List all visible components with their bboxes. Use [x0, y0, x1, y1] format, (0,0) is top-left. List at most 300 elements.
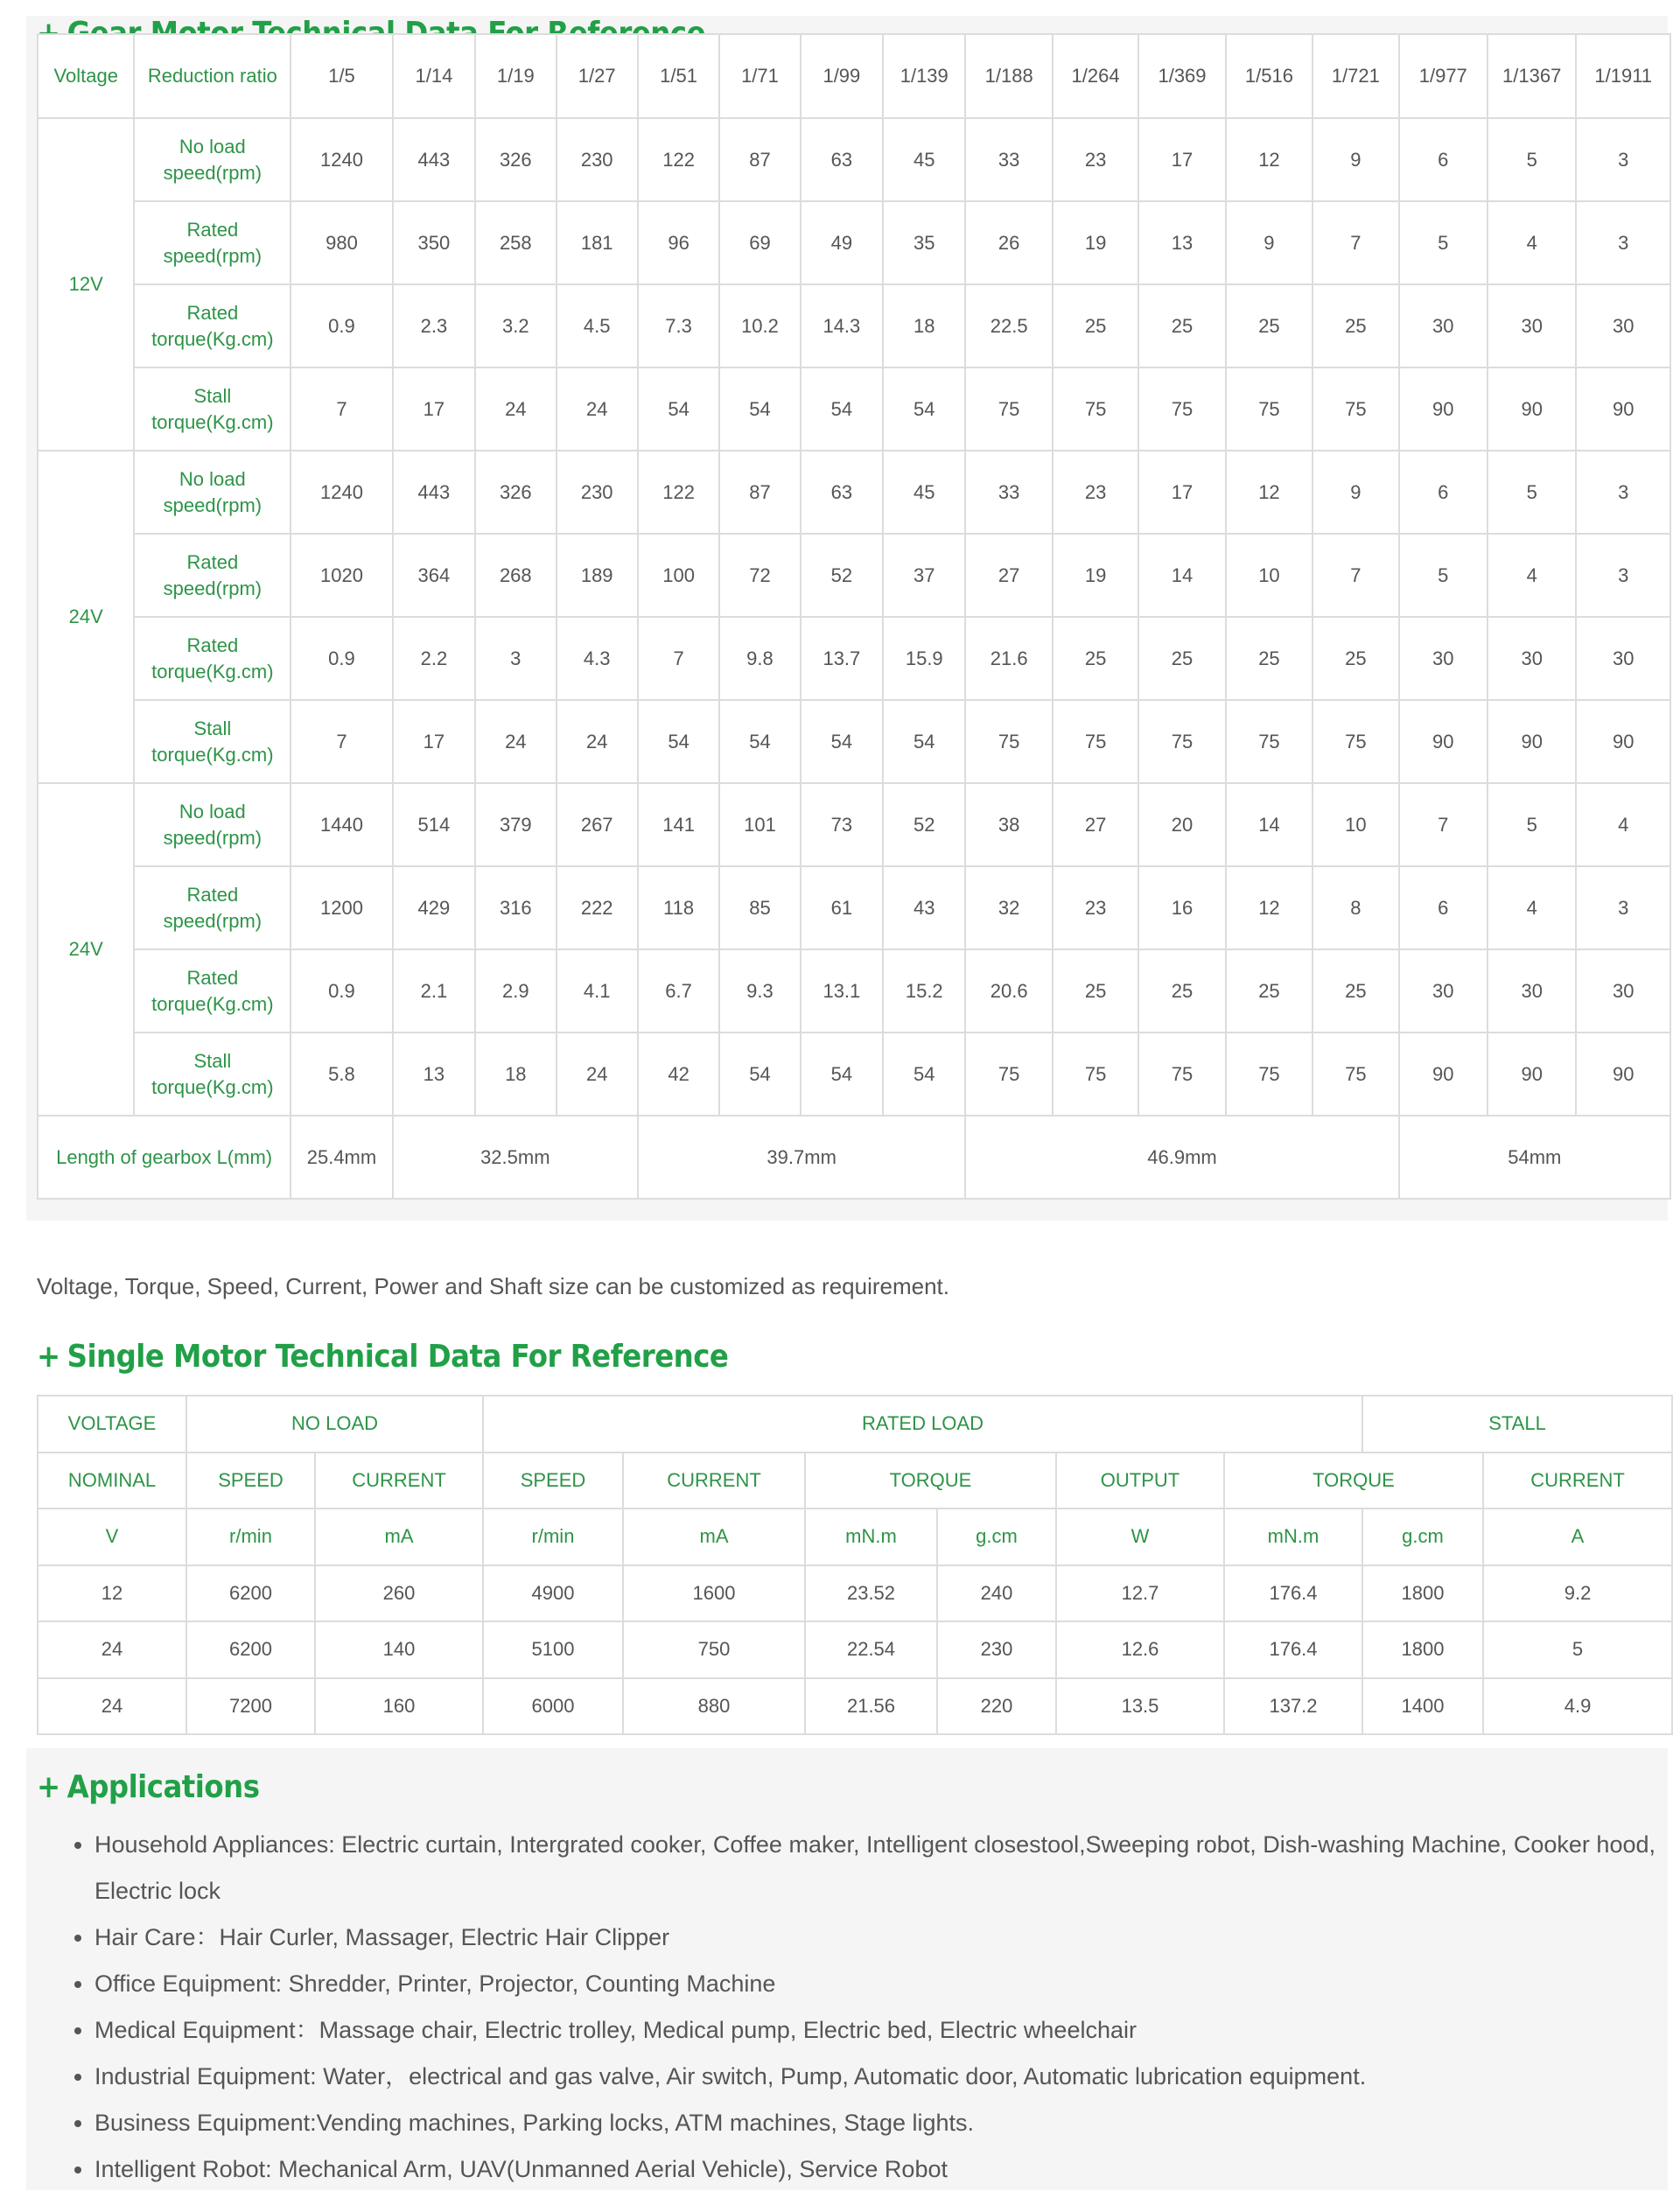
value-cell: 96: [638, 201, 719, 284]
value-cell: 90: [1399, 1032, 1488, 1116]
motor-value-cell: 12: [38, 1565, 186, 1622]
motor-unit-cell: mA: [623, 1508, 805, 1565]
gear-data-row: [38, 284, 1670, 368]
motor-group-header: RATED LOAD: [483, 1396, 1362, 1452]
value-cell: 61: [801, 866, 883, 949]
row-label-cell: No load speed(rpm): [134, 451, 290, 534]
value-cell: 5: [1399, 534, 1488, 617]
motor-sub-header-row: [38, 1452, 1672, 1509]
value-cell: 14: [1226, 783, 1312, 866]
motor-sub-header: TORQUE: [1224, 1452, 1483, 1509]
value-cell: 75: [965, 1032, 1052, 1116]
value-cell: 75: [1226, 700, 1312, 783]
value-cell: 5: [1399, 201, 1488, 284]
value-cell: 15.2: [883, 949, 965, 1032]
value-cell: 267: [556, 783, 638, 866]
motor-value-cell: 4900: [483, 1565, 623, 1622]
value-cell: 32: [965, 866, 1052, 949]
ratio-header-cell: 1/71: [719, 34, 800, 118]
motor-section-title: [37, 1339, 728, 1375]
value-cell: 2.1: [393, 949, 475, 1032]
value-cell: 75: [1312, 1032, 1398, 1116]
value-cell: 8: [1312, 866, 1398, 949]
value-cell: 27: [965, 534, 1052, 617]
value-cell: 90: [1576, 368, 1670, 451]
value-cell: 4: [1488, 201, 1576, 284]
value-cell: 326: [475, 118, 556, 201]
gear-data-row: [38, 1032, 1670, 1116]
value-cell: 54: [883, 368, 965, 451]
value-cell: 24: [556, 1032, 638, 1116]
row-label-cell: No load speed(rpm): [134, 783, 290, 866]
gear-header-row: [38, 34, 1670, 118]
motor-sub-header: CURRENT: [623, 1452, 805, 1509]
value-cell: 3: [1576, 118, 1670, 201]
row-label-cell: Rated torque(Kg.cm): [134, 949, 290, 1032]
value-cell: 443: [393, 451, 475, 534]
value-cell: 90: [1576, 1032, 1670, 1116]
ratio-header-cell: 1/51: [638, 34, 719, 118]
value-cell: 23: [1053, 118, 1138, 201]
gearbox-length-cell: 25.4mm: [290, 1116, 392, 1199]
value-cell: 181: [556, 201, 638, 284]
motor-unit-cell: g.cm: [937, 1508, 1056, 1565]
ratio-header-cell: 1/516: [1226, 34, 1312, 118]
value-cell: 26: [965, 201, 1052, 284]
motor-value-cell: 13.5: [1056, 1678, 1224, 1735]
value-cell: 13: [393, 1032, 475, 1116]
motor-units-row: [38, 1508, 1672, 1565]
value-cell: 4.1: [556, 949, 638, 1032]
applications-section-title-text: Applications: [66, 1769, 260, 1805]
motor-unit-cell: mN.m: [1224, 1508, 1362, 1565]
plus-icon: +: [37, 1769, 60, 1805]
value-cell: 37: [883, 534, 965, 617]
value-cell: 20: [1138, 783, 1225, 866]
motor-value-cell: 22.54: [805, 1621, 937, 1678]
value-cell: 30: [1488, 949, 1576, 1032]
ratio-header-cell: 1/19: [475, 34, 556, 118]
value-cell: 0.9: [290, 949, 392, 1032]
value-cell: 6: [1399, 118, 1488, 201]
motor-sub-header: CURRENT: [315, 1452, 483, 1509]
value-cell: 54: [883, 1032, 965, 1116]
ratio-header-cell: 1/5: [290, 34, 392, 118]
value-cell: 90: [1488, 1032, 1576, 1116]
motor-value-cell: 176.4: [1224, 1621, 1362, 1678]
motor-value-cell: 220: [937, 1678, 1056, 1735]
value-cell: 20.6: [965, 949, 1052, 1032]
value-cell: 1240: [290, 451, 392, 534]
value-cell: 9: [1312, 118, 1398, 201]
value-cell: 379: [475, 783, 556, 866]
row-label-cell: No load speed(rpm): [134, 118, 290, 201]
motor-value-cell: 880: [623, 1678, 805, 1735]
value-cell: 7: [1399, 783, 1488, 866]
motor-group-header: STALL: [1362, 1396, 1672, 1452]
value-cell: 25: [1226, 284, 1312, 368]
motor-value-cell: 750: [623, 1621, 805, 1678]
motor-value-cell: 21.56: [805, 1678, 937, 1735]
value-cell: 3: [1576, 451, 1670, 534]
value-cell: 33: [965, 451, 1052, 534]
value-cell: 364: [393, 534, 475, 617]
value-cell: 3: [1576, 866, 1670, 949]
application-item: • Hair Care：Hair Curler, Massager, Electric Hair Clipper: [94, 1914, 1680, 1961]
value-cell: 30: [1576, 949, 1670, 1032]
value-cell: 87: [719, 451, 800, 534]
gear-data-row: [38, 201, 1670, 284]
value-cell: 514: [393, 783, 475, 866]
motor-sub-header: NOMINAL: [38, 1452, 186, 1509]
value-cell: 443: [393, 118, 475, 201]
value-cell: 33: [965, 118, 1052, 201]
ratio-header-cell: 1/264: [1053, 34, 1138, 118]
gear-data-row: [38, 118, 1670, 201]
value-cell: 222: [556, 866, 638, 949]
motor-sub-header: OUTPUT: [1056, 1452, 1224, 1509]
value-cell: 101: [719, 783, 800, 866]
gear-data-row: [38, 700, 1670, 783]
value-cell: 0.9: [290, 617, 392, 700]
value-cell: 25: [1138, 949, 1225, 1032]
motor-value-cell: 6200: [186, 1621, 315, 1678]
gear-data-row: [38, 534, 1670, 617]
value-cell: 326: [475, 451, 556, 534]
application-item: • Office Equipment: Shredder, Printer, Projector, Counting Machine: [94, 1961, 1680, 2007]
value-cell: 90: [1576, 700, 1670, 783]
motor-value-cell: 9.2: [1483, 1565, 1672, 1622]
motor-value-cell: 230: [937, 1621, 1056, 1678]
value-cell: 75: [1053, 368, 1138, 451]
value-cell: 230: [556, 451, 638, 534]
row-label-cell: Stall torque(Kg.cm): [134, 700, 290, 783]
value-cell: 54: [801, 700, 883, 783]
value-cell: 189: [556, 534, 638, 617]
value-cell: 141: [638, 783, 719, 866]
value-cell: 24: [475, 700, 556, 783]
value-cell: 23: [1053, 866, 1138, 949]
value-cell: 25: [1312, 949, 1398, 1032]
value-cell: 54: [801, 1032, 883, 1116]
value-cell: 75: [965, 368, 1052, 451]
motor-value-cell: 5: [1483, 1621, 1672, 1678]
value-cell: 5.8: [290, 1032, 392, 1116]
value-cell: 85: [719, 866, 800, 949]
value-cell: 9.3: [719, 949, 800, 1032]
value-cell: 75: [1312, 368, 1398, 451]
reduction-ratio-header: Reduction ratio: [134, 34, 290, 118]
value-cell: 9: [1312, 451, 1398, 534]
value-cell: 75: [1138, 368, 1225, 451]
value-cell: 75: [1053, 1032, 1138, 1116]
value-cell: 75: [1226, 368, 1312, 451]
value-cell: 1020: [290, 534, 392, 617]
value-cell: 12: [1226, 866, 1312, 949]
gear-data-row: [38, 617, 1670, 700]
value-cell: 30: [1576, 617, 1670, 700]
value-cell: 25: [1226, 617, 1312, 700]
value-cell: 21.6: [965, 617, 1052, 700]
value-cell: 7: [638, 617, 719, 700]
value-cell: 30: [1488, 284, 1576, 368]
value-cell: 1240: [290, 118, 392, 201]
value-cell: 63: [801, 451, 883, 534]
value-cell: 90: [1488, 368, 1576, 451]
value-cell: 42: [638, 1032, 719, 1116]
motor-group-header: VOLTAGE: [38, 1396, 186, 1452]
motor-value-cell: 12.7: [1056, 1565, 1224, 1622]
motor-value-cell: 176.4: [1224, 1565, 1362, 1622]
value-cell: 75: [1053, 700, 1138, 783]
value-cell: 5: [1488, 451, 1576, 534]
value-cell: 350: [393, 201, 475, 284]
value-cell: 25: [1312, 617, 1398, 700]
ratio-header-cell: 1/721: [1312, 34, 1398, 118]
value-cell: 54: [719, 368, 800, 451]
voltage-group-cell: 24V: [38, 783, 134, 1116]
value-cell: 100: [638, 534, 719, 617]
value-cell: 52: [801, 534, 883, 617]
value-cell: 13.1: [801, 949, 883, 1032]
value-cell: 10: [1312, 783, 1398, 866]
value-cell: 17: [1138, 118, 1225, 201]
value-cell: 54: [638, 368, 719, 451]
motor-unit-cell: r/min: [483, 1508, 623, 1565]
value-cell: 38: [965, 783, 1052, 866]
motor-value-cell: 24: [38, 1621, 186, 1678]
motor-value-cell: 260: [315, 1565, 483, 1622]
value-cell: 16: [1138, 866, 1225, 949]
value-cell: 429: [393, 866, 475, 949]
gear-data-row: [38, 866, 1670, 949]
value-cell: 17: [1138, 451, 1225, 534]
motor-unit-cell: mA: [315, 1508, 483, 1565]
applications-list: [52, 1822, 1680, 2193]
value-cell: 5: [1488, 118, 1576, 201]
value-cell: 25: [1053, 949, 1138, 1032]
value-cell: 7: [290, 700, 392, 783]
motor-value-cell: 1400: [1362, 1678, 1483, 1735]
value-cell: 12: [1226, 118, 1312, 201]
value-cell: 30: [1399, 617, 1488, 700]
motor-sub-header: SPEED: [483, 1452, 623, 1509]
motor-value-cell: 140: [315, 1621, 483, 1678]
motor-value-cell: 1800: [1362, 1621, 1483, 1678]
ratio-header-cell: 1/188: [965, 34, 1052, 118]
motor-group-header-row: [38, 1396, 1672, 1452]
value-cell: 980: [290, 201, 392, 284]
ratio-header-cell: 1/369: [1138, 34, 1225, 118]
value-cell: 24: [475, 368, 556, 451]
value-cell: 49: [801, 201, 883, 284]
value-cell: 54: [638, 700, 719, 783]
voltage-group-cell: 24V: [38, 451, 134, 783]
motor-value-cell: 137.2: [1224, 1678, 1362, 1735]
value-cell: 54: [719, 1032, 800, 1116]
value-cell: 30: [1488, 617, 1576, 700]
value-cell: 6.7: [638, 949, 719, 1032]
ratio-header-cell: 1/1367: [1488, 34, 1576, 118]
value-cell: 4: [1576, 783, 1670, 866]
motor-unit-cell: A: [1483, 1508, 1672, 1565]
motor-section-title-text: Single Motor Technical Data For Reference: [66, 1339, 729, 1375]
gearbox-length-cell: 46.9mm: [965, 1116, 1398, 1199]
value-cell: 18: [883, 284, 965, 368]
value-cell: 9: [1226, 201, 1312, 284]
value-cell: 30: [1576, 284, 1670, 368]
ratio-header-cell: 1/27: [556, 34, 638, 118]
single-motor-table: [37, 1395, 1673, 1735]
row-label-cell: Rated torque(Kg.cm): [134, 617, 290, 700]
value-cell: 87: [719, 118, 800, 201]
value-cell: 17: [393, 368, 475, 451]
value-cell: 122: [638, 118, 719, 201]
value-cell: 12: [1226, 451, 1312, 534]
application-item: • Intelligent Robot: Mechanical Arm, UAV(Unmanned Aerial Vehicle), Service Robot: [94, 2146, 1680, 2193]
value-cell: 72: [719, 534, 800, 617]
value-cell: 69: [719, 201, 800, 284]
motor-value-cell: 240: [937, 1565, 1056, 1622]
voltage-header: Voltage: [38, 34, 134, 118]
motor-sub-header: TORQUE: [805, 1452, 1056, 1509]
value-cell: 24: [556, 700, 638, 783]
value-cell: 7: [1312, 534, 1398, 617]
plus-icon: +: [37, 1339, 60, 1375]
value-cell: 5: [1488, 783, 1576, 866]
value-cell: 25: [1053, 617, 1138, 700]
value-cell: 1440: [290, 783, 392, 866]
value-cell: 3: [1576, 534, 1670, 617]
value-cell: 6: [1399, 451, 1488, 534]
value-cell: 43: [883, 866, 965, 949]
value-cell: 13.7: [801, 617, 883, 700]
gear-data-row: [38, 451, 1670, 534]
value-cell: 14: [1138, 534, 1225, 617]
value-cell: 73: [801, 783, 883, 866]
value-cell: 22.5: [965, 284, 1052, 368]
value-cell: 7.3: [638, 284, 719, 368]
motor-unit-cell: V: [38, 1508, 186, 1565]
ratio-header-cell: 1/977: [1399, 34, 1488, 118]
value-cell: 230: [556, 118, 638, 201]
value-cell: 90: [1399, 700, 1488, 783]
value-cell: 75: [1138, 1032, 1225, 1116]
value-cell: 0.9: [290, 284, 392, 368]
value-cell: 15.9: [883, 617, 965, 700]
row-label-cell: Rated speed(rpm): [134, 201, 290, 284]
value-cell: 4: [1488, 866, 1576, 949]
motor-value-cell: 5100: [483, 1621, 623, 1678]
value-cell: 75: [965, 700, 1052, 783]
gearbox-length-cell: 32.5mm: [393, 1116, 638, 1199]
ratio-header-cell: 1/1911: [1576, 34, 1670, 118]
value-cell: 90: [1399, 368, 1488, 451]
row-label-cell: Rated speed(rpm): [134, 534, 290, 617]
motor-value-cell: 160: [315, 1678, 483, 1735]
motor-data-row: [38, 1678, 1672, 1735]
voltage-group-cell: 12V: [38, 118, 134, 451]
value-cell: 14.3: [801, 284, 883, 368]
motor-value-cell: 1800: [1362, 1565, 1483, 1622]
value-cell: 25: [1053, 284, 1138, 368]
value-cell: 25: [1138, 284, 1225, 368]
motor-group-header: NO LOAD: [186, 1396, 483, 1452]
value-cell: 18: [475, 1032, 556, 1116]
motor-unit-cell: g.cm: [1362, 1508, 1483, 1565]
gearbox-length-row: [38, 1116, 1670, 1199]
value-cell: 75: [1138, 700, 1225, 783]
value-cell: 258: [475, 201, 556, 284]
gearbox-length-label: Length of gearbox L(mm): [38, 1116, 290, 1199]
value-cell: 25: [1138, 617, 1225, 700]
value-cell: 54: [883, 700, 965, 783]
value-cell: 25: [1226, 949, 1312, 1032]
ratio-header-cell: 1/14: [393, 34, 475, 118]
value-cell: 30: [1399, 949, 1488, 1032]
value-cell: 3: [475, 617, 556, 700]
value-cell: 2.3: [393, 284, 475, 368]
gear-motor-table: [37, 33, 1671, 1200]
gearbox-length-cell: 39.7mm: [638, 1116, 966, 1199]
value-cell: 75: [1226, 1032, 1312, 1116]
value-cell: 4.5: [556, 284, 638, 368]
value-cell: 90: [1488, 700, 1576, 783]
value-cell: 63: [801, 118, 883, 201]
applications-section-title: [37, 1769, 259, 1805]
value-cell: 54: [719, 700, 800, 783]
motor-value-cell: 4.9: [1483, 1678, 1672, 1735]
row-label-cell: Rated speed(rpm): [134, 866, 290, 949]
motor-value-cell: 23.52: [805, 1565, 937, 1622]
value-cell: 4.3: [556, 617, 638, 700]
application-item: • Medical Equipment：Massage chair, Electric trolley, Medical pump, Electric bed, Electric wheelchair: [94, 2007, 1680, 2054]
value-cell: 316: [475, 866, 556, 949]
motor-value-cell: 1600: [623, 1565, 805, 1622]
motor-sub-header: SPEED: [186, 1452, 315, 1509]
value-cell: 1200: [290, 866, 392, 949]
customization-note: Voltage, Torque, Speed, Current, Power and Shaft size can be customized as requirement.: [37, 1273, 950, 1299]
row-label-cell: Stall torque(Kg.cm): [134, 1032, 290, 1116]
application-item: • Business Equipment:Vending machines, Parking locks, ATM machines, Stage lights.: [94, 2100, 1680, 2146]
gearbox-length-cell: 54mm: [1399, 1116, 1670, 1199]
value-cell: 45: [883, 118, 965, 201]
motor-value-cell: 7200: [186, 1678, 315, 1735]
value-cell: 3: [1576, 201, 1670, 284]
motor-value-cell: 6000: [483, 1678, 623, 1735]
application-item: • Household Appliances: Electric curtain, Intergrated cooker, Coffee maker, Intelligent closestool,Sweeping robot, Dish-washing Machine, Cooker hood, Electric lock: [94, 1822, 1680, 1914]
value-cell: 35: [883, 201, 965, 284]
motor-sub-header: CURRENT: [1483, 1452, 1672, 1509]
motor-unit-cell: r/min: [186, 1508, 315, 1565]
motor-data-row: [38, 1565, 1672, 1622]
gear-data-row: [38, 368, 1670, 451]
value-cell: 19: [1053, 534, 1138, 617]
value-cell: 10: [1226, 534, 1312, 617]
value-cell: 268: [475, 534, 556, 617]
row-label-cell: Stall torque(Kg.cm): [134, 368, 290, 451]
value-cell: 27: [1053, 783, 1138, 866]
value-cell: 75: [1312, 700, 1398, 783]
value-cell: 2.2: [393, 617, 475, 700]
value-cell: 24: [556, 368, 638, 451]
value-cell: 7: [1312, 201, 1398, 284]
motor-unit-cell: W: [1056, 1508, 1224, 1565]
gear-data-row: [38, 783, 1670, 866]
value-cell: 7: [290, 368, 392, 451]
application-item: • Industrial Equipment: Water，electrical and gas valve, Air switch, Pump, Automatic door, Automatic lubrication equipment.: [94, 2054, 1680, 2100]
value-cell: 4: [1488, 534, 1576, 617]
